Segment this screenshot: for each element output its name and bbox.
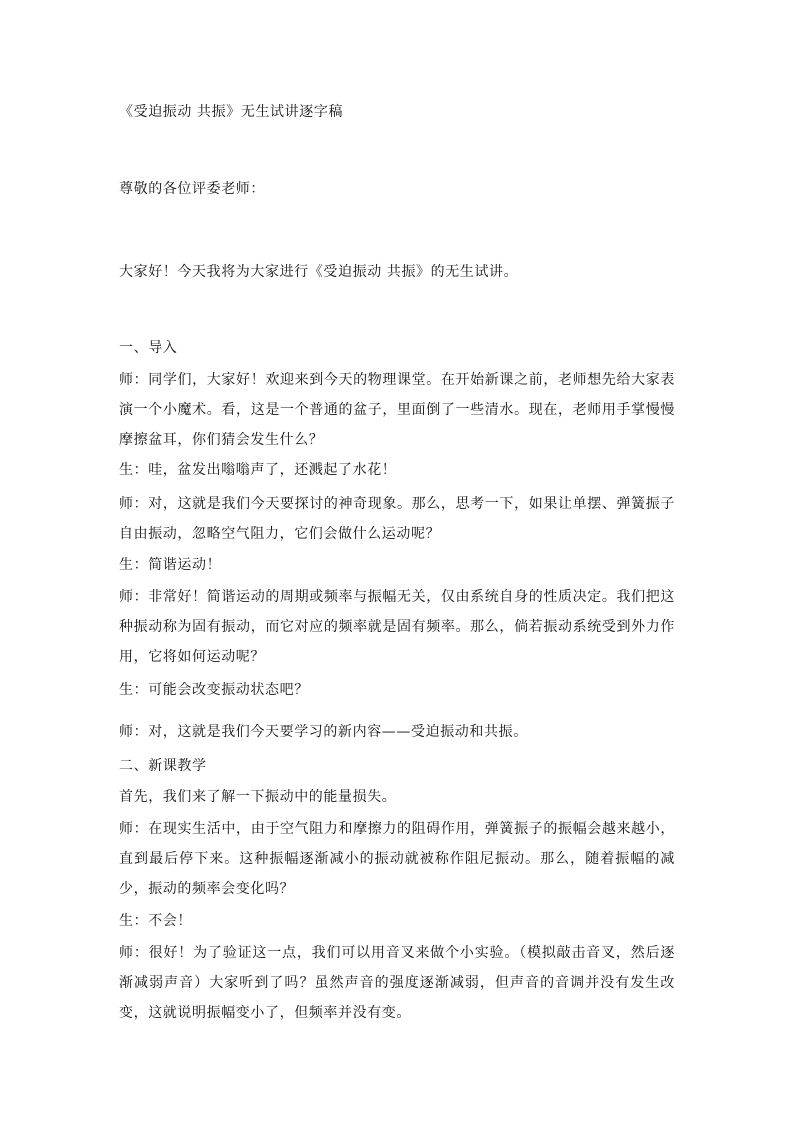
paragraph: 师：很好！为了验证这一点，我们可以用音叉来做个小实验。（模拟敲击音叉，然后逐渐减弱声音）大家听到了吗？虽然声音的强度逐渐减弱，但声音的音调并没有发生改变，这就说明振幅变小了，但频率并没有变。 — [119, 945, 675, 1021]
section-heading-intro: 一、导入 — [119, 340, 178, 356]
paragraph: 生：哇，盆发出嗡嗡声了，还溅起了水花！ — [119, 462, 397, 478]
paragraph: 师：对，这就是我们今天要学习的新内容——受迫振动和共振。 — [119, 724, 528, 740]
paragraph: 首先，我们来了解一下振动中的能量损失。 — [119, 789, 397, 805]
document-title: 《受迫振动 共振》无生试讲逐字稿 — [119, 104, 344, 120]
paragraph: 师：在现实生活中，由于空气阻力和摩擦力的阻碍作用，弹簧振子的振幅会越来越小，直到最后停下来。这种振幅逐渐减小的振动就被称作阻尼振动。那么，随着振幅的减少，振动的频率会变化吗？ — [119, 821, 675, 897]
section-heading-new-lesson: 二、新课教学 — [119, 758, 207, 774]
paragraph: 师：同学们，大家好！欢迎来到今天的物理课堂。在开始新课之前，老师想先给大家表演一个小魔术。看，这是一个普通的盆子，里面倒了一些清水。现在，老师用手掌慢慢摩擦盆耳，你们猜会发生什么？ — [119, 372, 675, 448]
paragraph: 生：不会！ — [119, 913, 192, 929]
paragraph: 生：简谐运动！ — [119, 557, 222, 573]
paragraph: 师：非常好！简谐运动的周期或频率与振幅无关，仅由系统自身的性质决定。我们把这种振动称为固有振动，而它对应的频率就是固有频率。那么，倘若振动系统受到外力作用，它将如何运动呢？ — [119, 589, 675, 665]
paragraph: 师：对，这就是我们今天要探讨的神奇现象。那么，思考一下，如果让单摆、弹簧振子自由振动，忽略空气阻力，它们会做什么运动呢？ — [119, 496, 675, 542]
opening-paragraph: 大家好！今天我将为大家进行《受迫振动 共振》的无生试讲。 — [119, 264, 519, 280]
paragraph: 生：可能会改变振动状态吧？ — [119, 682, 309, 698]
greeting: 尊敬的各位评委老师： — [119, 181, 265, 197]
